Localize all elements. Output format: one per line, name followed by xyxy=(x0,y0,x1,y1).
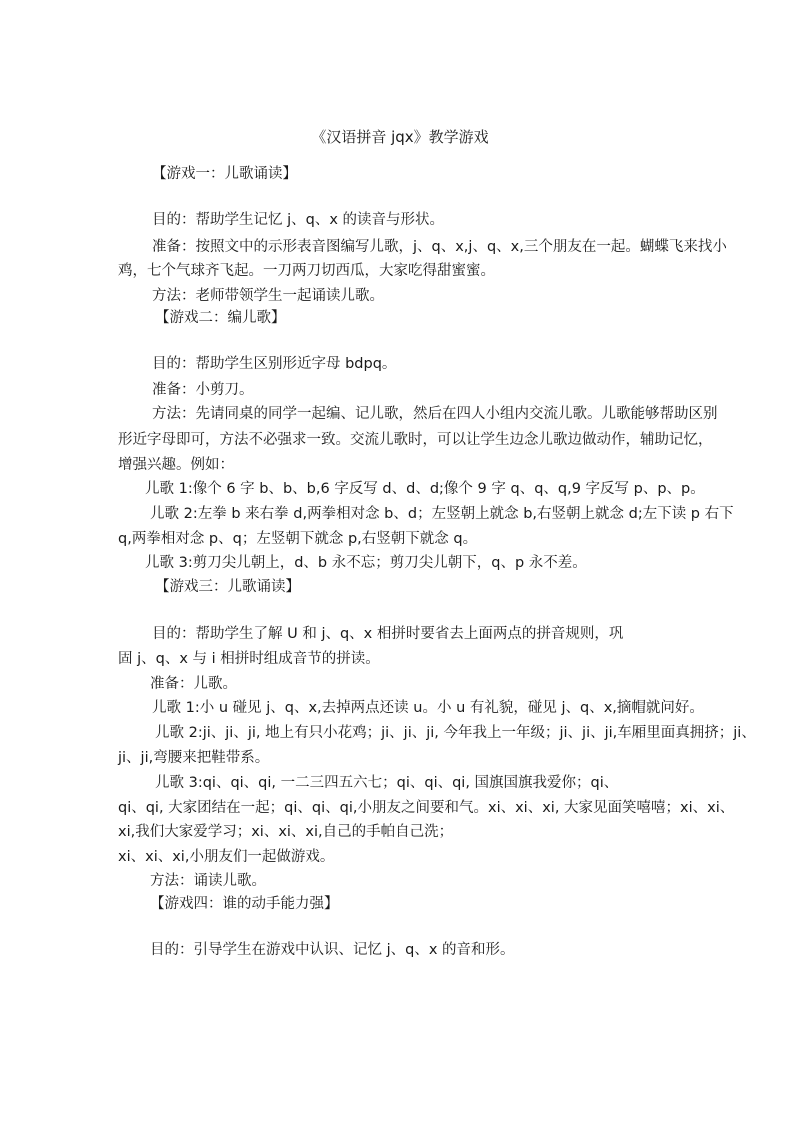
paragraph-line: ji、ji,弯腰来把鞋带系。 xyxy=(118,750,270,766)
paragraph-line: 方法：老师带领学生一起诵读儿歌。 xyxy=(152,288,384,304)
section-heading-1: 【游戏一：儿歌诵读】 xyxy=(152,166,297,182)
paragraph-line: 儿歌 1:像个 6 字 b、b、b,6 字反写 d、d、d;像个 9 字 q、q、q,9 字反写 p、p、p。 xyxy=(145,481,705,497)
paragraph-line: xi,我们大家爱学习；xi、xi、xi,自己的手帕自己洗； xyxy=(118,824,454,840)
section-heading-4: 【游戏四：谁的动手能力强】 xyxy=(150,896,339,912)
paragraph-line: 目的：帮助学生区别形近字母 bdpq。 xyxy=(152,356,397,372)
page-title: 《汉语拼音 jqx》教学游戏 xyxy=(311,128,489,146)
paragraph-line: 方法：先请同桌的同学一起编、记儿歌，然后在四人小组内交流儿歌。儿歌能够帮助区别 xyxy=(152,406,718,422)
paragraph-line: 固 j、q、x 与 i 相拼时组成音节的拼读。 xyxy=(118,651,380,667)
paragraph-line: 儿歌 3:剪刀尖儿朝上，d、b 永不忘；剪刀尖儿朝下，q、p 永不差。 xyxy=(145,555,587,571)
paragraph-line: 鸡，七个气球齐飞起。一刀两刀切西瓜，大家吃得甜蜜蜜。 xyxy=(118,263,495,279)
paragraph-line: 目的：帮助学生了解 U 和 j、q、x 相拼时要省去上面两点的拼音规则，巩 xyxy=(152,626,624,642)
paragraph-line: 目的：引导学生在游戏中认识、记忆 j、q、x 的音和形。 xyxy=(150,942,515,958)
paragraph-line: qi、qi, 大家团结在一起；qi、qi、qi,小朋友之间要和气。xi、xi、xi, 大家见面笑嘻嘻；xi、xi、 xyxy=(118,800,735,816)
paragraph-line: 儿歌 1:小 u 碰见 j、q、x,去掉两点还读 u。小 u 有礼貌，碰见 j、q、x,摘帽就问好。 xyxy=(152,700,704,716)
paragraph-line: q,两拳相对念 p、q；左竖朝下就念 p,右竖朝下就念 q。 xyxy=(118,531,478,547)
paragraph-line: 儿歌 2:ji、ji、ji, 地上有只小花鸡；ji、ji、ji, 今年我上一年级；ji、ji、ji,车厢里面真拥挤；ji、 xyxy=(155,725,756,741)
section-heading-3: 【游戏三：儿歌诵读】 xyxy=(155,579,300,595)
paragraph-line: 准备：儿歌。 xyxy=(150,676,237,692)
paragraph-line: xi、xi、xi,小朋友们一起做游戏。 xyxy=(118,849,335,865)
paragraph-line: 形近字母即可，方法不必强求一致。交流儿歌时，可以让学生边念儿歌边做动作，辅助记忆， xyxy=(118,432,713,448)
section-heading-2: 【游戏二：编儿歌】 xyxy=(155,310,286,326)
paragraph-line: 方法：诵读儿歌。 xyxy=(150,873,266,889)
paragraph-line: 增强兴趣。例如： xyxy=(118,457,234,473)
paragraph-line: 目的：帮助学生记忆 j、q、x 的读音与形状。 xyxy=(152,212,445,228)
paragraph-line: 准备：小剪刀。 xyxy=(152,382,254,398)
paragraph-line: 准备：按照文中的示形表音图编写儿歌，j、q、x,j、q、x,三个朋友在一起。蝴蝶飞来找小 xyxy=(152,239,727,255)
paragraph-line: 儿歌 3:qi、qi、qi, 一二三四五六七；qi、qi、qi, 国旗国旗我爱你；qi、 xyxy=(155,775,619,791)
paragraph-line: 儿歌 2:左拳 b 来右拳 d,两拳相对念 b、d；左竖朝上就念 b,右竖朝上就念 d;左下读 p 右下 xyxy=(150,506,734,522)
